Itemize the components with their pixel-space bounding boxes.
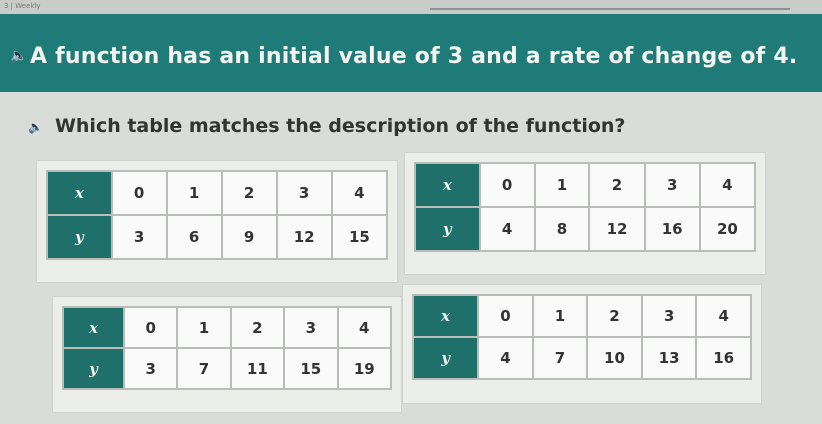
table-cell: 3 <box>112 215 167 259</box>
progress-line <box>430 8 790 10</box>
top-bar <box>0 0 822 14</box>
table-cell: 12 <box>277 215 332 259</box>
table-cell: 2 <box>587 295 642 337</box>
table-cell: 1 <box>167 171 222 215</box>
table-cell: 16 <box>696 337 751 379</box>
table-cell: 2 <box>589 163 644 207</box>
answer-option-a[interactable] <box>36 160 398 283</box>
prompt-statement: A function has an initial value of 3 and a rate of change of 4. <box>30 44 798 69</box>
breadcrumb: 3 | Weekly <box>4 2 41 10</box>
table-row <box>415 163 755 207</box>
table-cell: 7 <box>533 337 587 379</box>
speaker-icon[interactable]: 🔈 <box>28 119 43 134</box>
table-cell: 12 <box>589 207 644 251</box>
table-cell: 2 <box>231 307 284 348</box>
question <box>28 115 625 137</box>
y-label-cell: y <box>413 337 478 379</box>
table-row <box>413 337 751 379</box>
table-cell: 16 <box>645 207 700 251</box>
table-cell: 1 <box>535 163 590 207</box>
table-cell: 3 <box>645 163 700 207</box>
table-row <box>63 348 391 389</box>
option-table <box>46 170 388 260</box>
table-cell: 0 <box>124 307 177 348</box>
table-cell: 7 <box>177 348 230 389</box>
answer-option-d[interactable] <box>402 284 762 404</box>
speaker-icon[interactable]: 🔈 <box>10 47 28 63</box>
table-cell: 0 <box>478 295 532 337</box>
table-cell: 13 <box>642 337 697 379</box>
x-label-cell: x <box>413 295 478 337</box>
table-cell: 4 <box>700 163 755 207</box>
answer-option-b[interactable] <box>404 152 766 275</box>
table-row <box>415 207 755 251</box>
table-cell: 0 <box>480 163 535 207</box>
table-cell: 3 <box>277 171 332 215</box>
table-cell: 3 <box>642 295 697 337</box>
table-cell: 4 <box>480 207 535 251</box>
x-label-cell: x <box>415 163 480 207</box>
x-label-cell: x <box>47 171 112 215</box>
table-row <box>47 215 387 259</box>
table-cell: 15 <box>332 215 387 259</box>
answer-option-c[interactable] <box>52 296 402 413</box>
table-cell: 20 <box>700 207 755 251</box>
option-table <box>412 294 752 380</box>
table-cell: 3 <box>124 348 177 389</box>
table-cell: 4 <box>332 171 387 215</box>
table-cell: 9 <box>222 215 277 259</box>
table-cell: 0 <box>112 171 167 215</box>
table-cell: 19 <box>338 348 391 389</box>
x-label-cell: x <box>63 307 124 348</box>
table-cell: 3 <box>284 307 337 348</box>
table-cell: 4 <box>338 307 391 348</box>
table-cell: 1 <box>533 295 587 337</box>
y-label-cell: y <box>47 215 112 259</box>
table-cell: 4 <box>478 337 532 379</box>
question-text: Which table matches the description of the function? <box>54 115 626 137</box>
y-label-cell: y <box>415 207 480 251</box>
table-row <box>413 295 751 337</box>
option-table <box>414 162 756 252</box>
y-label-cell: y <box>63 348 124 389</box>
table-cell: 2 <box>222 171 277 215</box>
table-row <box>47 171 387 215</box>
option-table <box>62 306 392 390</box>
table-cell: 11 <box>231 348 284 389</box>
table-cell: 15 <box>284 348 337 389</box>
table-cell: 4 <box>696 295 751 337</box>
table-cell: 1 <box>177 307 230 348</box>
table-row <box>63 307 391 348</box>
prompt-banner <box>0 14 822 92</box>
table-cell: 10 <box>587 337 642 379</box>
table-cell: 8 <box>535 207 590 251</box>
table-cell: 6 <box>167 215 222 259</box>
